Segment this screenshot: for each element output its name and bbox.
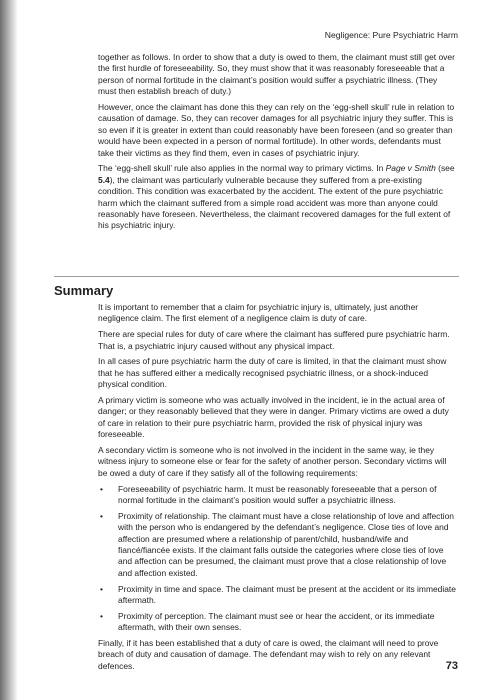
summary-paragraph: There are special rules for duty of care where the claimant has suffered pure psychiatric harm. That is, a psychiatric injury caused without any physical impact. — [98, 329, 450, 351]
section-divider — [54, 276, 459, 277]
summary-paragraph: A primary victim is someone who was actually involved in the incident, ie in the actual area of danger; or they reasonably believed that they were in danger. Primary victims are owed a duty of care in relation to their pure psychiatric harm, provided the risk of physical injury was foreseeable. — [98, 395, 449, 440]
page-binding-shadow — [0, 0, 18, 700]
summary-paragraph: Finally, if it has been established that a duty of care is owed, the claimant will need to prove breach of duty and causation of damage. The defendant may wish to rely on any relevant defences. — [98, 638, 439, 671]
page-number: 73 — [445, 660, 458, 672]
list-item — [98, 484, 456, 507]
running-header: Negligence: Pure Psychiatric Harm — [324, 30, 458, 40]
text-run: ), the claimant was particularly vulnerable because they suffered from a pre-existing condition. This condition was exacerbated by the accident. The extent of the pure psychiatric harm which the claimant suffered from a simple road accident was more than anyone could reasonably have foreseen. Nevertheless, the claimant recovered damages for the full extent of his psychiatric injury. — [98, 174, 451, 231]
requirements-list — [98, 484, 456, 634]
list-item-text: Foreseeability of psychiatric harm. It must be reasonably foreseeable that a person of normal fortitude in the claimant’s position would suffer a psychiatric illness. — [118, 483, 437, 506]
list-item — [98, 611, 456, 634]
bullet-icon: • — [100, 610, 103, 621]
text-run: The ‘egg-shell skull’ rule also applies in the normal way to primary victims. In — [98, 163, 386, 174]
list-item-text: Proximity in time and space. The claimant must be present at the accident or its immediate aftermath. — [118, 583, 456, 606]
list-item — [98, 511, 456, 579]
list-item — [98, 584, 456, 607]
case-name: Page v Smith — [385, 163, 436, 174]
paragraph — [98, 163, 456, 231]
text-run: (see — [435, 163, 455, 174]
bullet-icon: • — [100, 483, 103, 494]
bullet-icon: • — [100, 510, 103, 521]
paragraph: However, once the claimant has done this they can rely on the ‘egg-shell skull’ rule in relation to causation of damage. So, they can recover damages for all psychiatric injury they suffer. This is so even if it is greater in extent than could reasonably have been foreseen (and so greater than would have been expected in a person of normal fortitude). In other words, defendants must take their victims as they find them, even in cases of psychiatric injury. — [98, 102, 455, 158]
list-item-text: Proximity of relationship. The claimant must have a close relationship of love and affection with the person who is endangered by the defendant’s negligence. Close ties of love and affection are presumed where a relationship of parent/child, husband/wife and fiancé/fiancée exists. If the claimant falls outside the categories where close ties of love and affection can be presumed, the claimant must prove that a close relationship of love and affection existed. — [118, 510, 454, 578]
summary-paragraph: A secondary victim is someone who is not involved in the incident in the same way, ie they witness injury to someone else or fear for the safety of another person. Secondary victims will be owed a duty of care if they satisfy all of the following requirements: — [98, 445, 447, 478]
summary-paragraph: In all cases of pure psychiatric harm the duty of care is limited, in that the claimant must show that he has suffered either a medically recognised psychiatric illness, or a shock-induced physical condition. — [98, 356, 447, 390]
body-text — [98, 52, 456, 236]
list-item-text: Proximity of perception. The claimant must see or hear the accident, or its immediate aftermath, with their own senses. — [118, 610, 435, 633]
cross-reference: 5.4 — [98, 174, 110, 185]
summary-paragraph: It is important to remember that a claim for psychiatric injury is, ultimately, just another negligence claim. The first element of a negligence claim is duty of care. — [98, 302, 419, 324]
summary-section — [98, 302, 456, 677]
bullet-icon: • — [100, 583, 103, 594]
summary-heading: Summary — [54, 283, 114, 298]
paragraph: together as follows. In order to show that a duty is owed to them, the claimant must still get over the first hurdle of foreseeability. So, they must show that it was reasonably foreseeable that a person of normal fortitude in the claimant’s position would suffer a psychiatric illness. (They must then establish breach of duty.) — [98, 52, 455, 97]
